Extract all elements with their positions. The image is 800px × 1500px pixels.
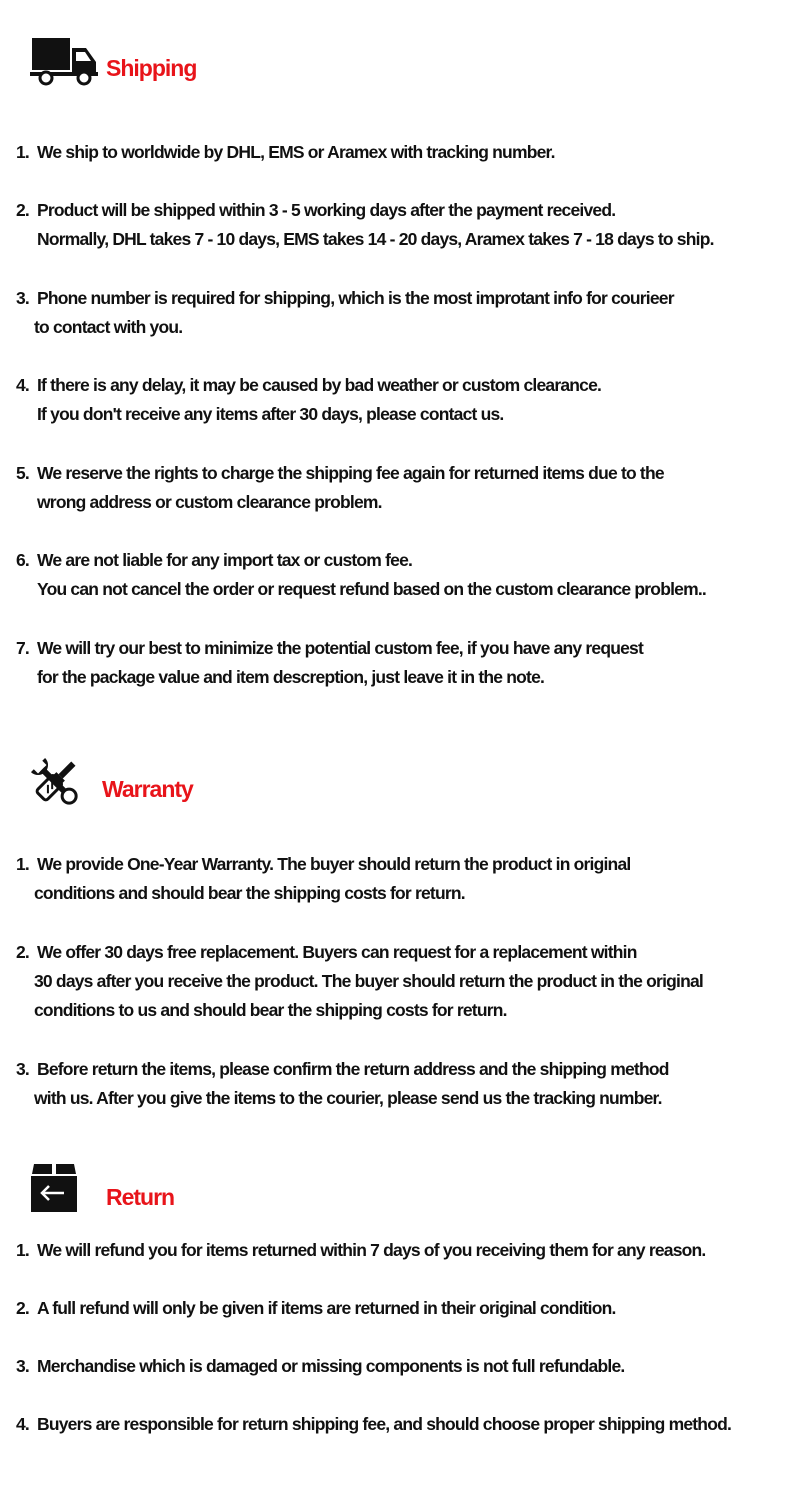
item-number: 4.	[16, 1414, 29, 1434]
item-text-continued: conditions to us and should bear the shipping costs for return.	[34, 1000, 507, 1020]
item-text: Merchandise which is damaged or missing components is not full refundable.	[37, 1356, 625, 1376]
item-text: We reserve the rights to charge the shipping fee again for returned items due to the	[37, 463, 664, 483]
item-number: 3.	[16, 1356, 29, 1376]
item-number: 4.	[16, 375, 29, 395]
item-text: Phone number is required for shipping, which is the most improtant info for courieer	[37, 288, 674, 308]
section-title-return: Return	[106, 1184, 175, 1210]
item-text: Buyers are responsible for return shipping fee, and should choose proper shipping method.	[37, 1414, 732, 1434]
item-number: 1.	[16, 142, 29, 162]
item-text: We are not liable for any import tax or custom fee.	[37, 550, 413, 570]
return-item-3	[16, 1352, 796, 1381]
item-text: We will try our best to minimize the potential custom fee, if you have any request	[37, 638, 644, 658]
item-number: 2.	[16, 1298, 29, 1318]
item-text: Product will be shipped within 3 - 5 working days after the payment received.	[37, 200, 616, 220]
item-number: 2.	[16, 942, 29, 962]
shipping-item-3	[16, 284, 796, 342]
item-text-continued: to contact with you.	[34, 317, 183, 337]
section-title-shipping: Shipping	[106, 55, 197, 81]
warranty-item-3	[16, 1055, 796, 1113]
return-header	[0, 1160, 800, 1240]
item-text: We provide One-Year Warranty. The buyer should return the product in original	[37, 854, 631, 874]
shipping-item-4	[16, 371, 796, 429]
item-text-continued: You can not cancel the order or request refund based on the custom clearance problem..	[37, 579, 706, 599]
section-title-warranty: Warranty	[102, 776, 193, 802]
tools-icon	[28, 756, 82, 813]
shipping-item-7	[16, 634, 796, 692]
item-text: A full refund will only be given if items are returned in their original condition.	[37, 1298, 616, 1318]
item-text-continued: with us. After you give the items to the courier, please send us the tracking number.	[34, 1088, 662, 1108]
item-number: 3.	[16, 288, 29, 308]
return-item-4	[16, 1410, 796, 1439]
warranty-item-2	[16, 938, 796, 1025]
item-number: 3.	[16, 1059, 29, 1079]
item-number: 1.	[16, 1240, 29, 1260]
item-text-continued: for the package value and item descreption, just leave it in the note.	[37, 667, 545, 687]
return-item-2	[16, 1294, 796, 1323]
return-box-icon	[30, 1162, 78, 1219]
item-text: If there is any delay, it may be caused by bad weather or custom clearance.	[37, 375, 602, 395]
item-number: 5.	[16, 463, 29, 483]
item-text-continued: 30 days after you receive the product. The buyer should return the product in the original	[34, 971, 703, 991]
item-number: 2.	[16, 200, 29, 220]
item-number: 1.	[16, 854, 29, 874]
truck-icon	[30, 36, 98, 91]
warranty-header	[0, 752, 800, 832]
item-text-continued: Normally, DHL takes 7 - 10 days, EMS takes 14 - 20 days, Aramex takes 7 - 18 days to ship.	[37, 229, 714, 249]
return-item-1	[16, 1236, 796, 1265]
item-text-continued: If you don't receive any items after 30 days, please contact us.	[37, 404, 504, 424]
item-text: We ship to worldwide by DHL, EMS or Aramex with tracking number.	[37, 142, 555, 162]
shipping-header	[0, 28, 800, 108]
item-text-continued: conditions and should bear the shipping costs for return.	[34, 883, 465, 903]
item-number: 6.	[16, 550, 29, 570]
item-text: We will refund you for items returned within 7 days of you receiving them for any reason.	[37, 1240, 706, 1260]
shipping-item-6	[16, 546, 796, 604]
item-text: Before return the items, please confirm the return address and the shipping method	[37, 1059, 669, 1079]
item-text: We offer 30 days free replacement. Buyers can request for a replacement within	[37, 942, 637, 962]
shipping-item-5	[16, 459, 796, 517]
shipping-item-2	[16, 196, 796, 254]
warranty-item-1	[16, 850, 796, 908]
shipping-item-1	[16, 138, 796, 167]
item-text-continued: wrong address or custom clearance problem.	[37, 492, 382, 512]
item-number: 7.	[16, 638, 29, 658]
